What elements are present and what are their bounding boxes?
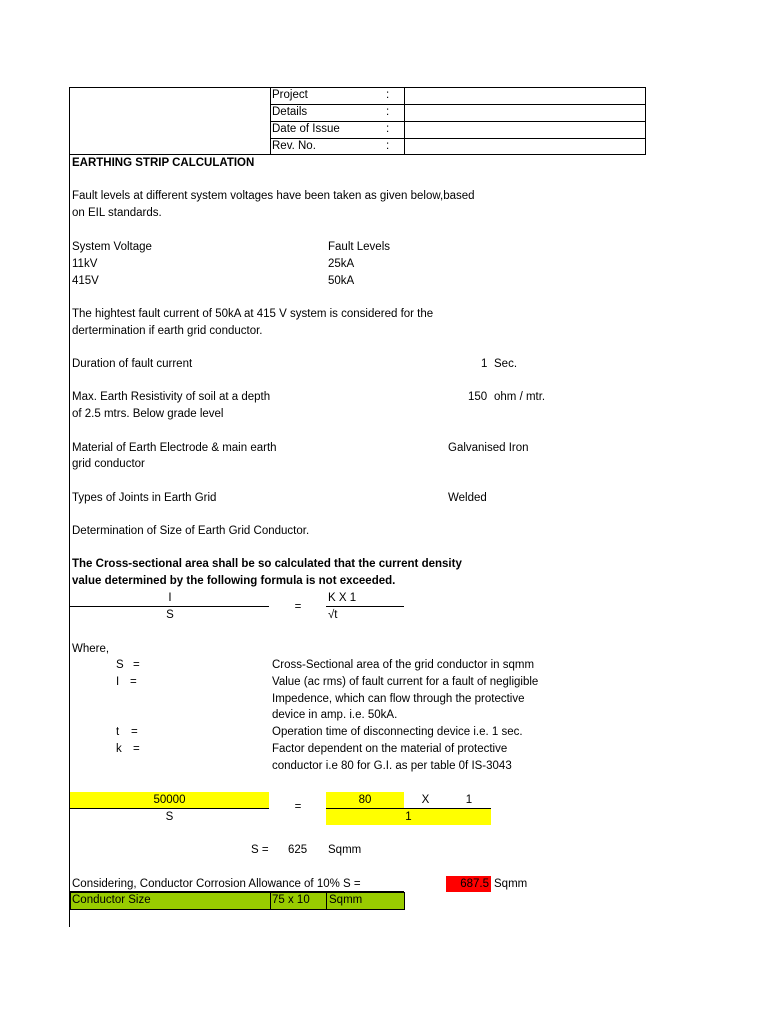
criteria-line-1: The Cross-sectional area shall be so calculated that the current density — [72, 558, 462, 570]
calc-fraction-bar-left — [70, 808, 269, 809]
joints-label: Types of Joints in Earth Grid — [72, 492, 217, 504]
formula-denominator-right: √t — [328, 609, 338, 621]
header-date-colon: : — [386, 123, 390, 135]
where-t-symbol: t — [116, 726, 120, 738]
header-project-value[interactable] — [408, 88, 642, 102]
where-i-desc-3: device in amp. i.e. 50kA. — [272, 709, 398, 721]
resistivity-value: 150 — [468, 391, 488, 403]
joints-value: Welded — [448, 492, 487, 504]
result-label: S = — [251, 844, 269, 856]
resistivity-line-2: of 2.5 mtrs. Below grade level — [72, 408, 224, 420]
material-value: Galvanised Iron — [448, 442, 529, 454]
highest-fault-line-2: dertermination if earth grid conductor. — [72, 325, 263, 337]
fault-table-level-1: 25kA — [328, 258, 355, 270]
calc-equals: = — [294, 801, 302, 813]
where-i-desc-2: Impedence, which can flow through the protective — [272, 693, 525, 705]
where-i-desc-1: Value (ac rms) of fault current for a fault of negligible — [272, 676, 539, 688]
conductor-size-unit: Sqmm — [329, 894, 363, 906]
where-k-equals: = — [133, 743, 140, 755]
fault-table-level-2: 50kA — [328, 275, 355, 287]
result-unit: Sqmm — [328, 844, 362, 856]
header-rev-value[interactable] — [408, 139, 642, 153]
where-k-symbol: k — [116, 743, 122, 755]
calc-one: 1 — [465, 794, 473, 806]
where-t-equals: = — [131, 726, 138, 738]
where-t-desc: Operation time of disconnecting device i.e. 1 sec. — [272, 726, 523, 738]
formula-fraction-bar-left — [70, 606, 269, 607]
calc-s-label: S — [165, 811, 174, 823]
fault-table-voltage-1: 11kV — [72, 258, 98, 270]
result-value: 625 — [288, 844, 308, 856]
calc-sqrt-t-value: 1 — [405, 811, 412, 823]
highest-fault-line-1: The hightest fault current of 50kA at 415 V system is considered for the — [72, 308, 434, 320]
formula-numerator-right: K X 1 — [328, 592, 357, 604]
fault-table-voltage-header: System Voltage — [72, 241, 152, 253]
header-date-label: Date of Issue — [272, 123, 340, 135]
conductor-size-value: 75 x 10 — [272, 894, 310, 906]
header-details-colon: : — [386, 106, 390, 118]
calc-multiply: X — [421, 794, 430, 806]
calc-current-value: 50000 — [153, 794, 186, 806]
header-rev-label: Rev. No. — [272, 140, 316, 152]
formula-denominator-left: S — [166, 609, 174, 621]
header-date-value[interactable] — [408, 122, 642, 136]
where-s-desc: Cross-Sectional area of the grid conductor in sqmm — [272, 659, 535, 671]
where-i-symbol: I — [116, 676, 120, 688]
corrosion-unit: Sqmm — [494, 878, 528, 890]
criteria-line-2: value determined by the following formula is not exceeded. — [72, 575, 396, 587]
where-k-desc-1: Factor dependent on the material of protective — [272, 743, 508, 755]
resistivity-unit: ohm / mtr. — [494, 391, 546, 403]
resistivity-line-1: Max. Earth Resistivity of soil at a depth — [72, 391, 271, 403]
where-label: Where, — [72, 643, 110, 655]
header-rev-colon: : — [386, 140, 390, 152]
calc-k-value: 80 — [358, 794, 372, 806]
formula-numerator-left: I — [168, 592, 172, 604]
header-project-colon: : — [386, 89, 390, 101]
where-k-desc-2: conductor i.e 80 for G.I. as per table 0f IS-3043 — [272, 760, 512, 772]
conductor-size-label: Conductor Size — [72, 894, 151, 906]
material-line-1: Material of Earth Electrode & main earth — [72, 442, 277, 454]
formula-fraction-bar-right — [326, 606, 404, 607]
corrosion-value: 687.5 — [460, 878, 489, 890]
duration-label: Duration of fault current — [72, 358, 193, 370]
intro-line-1: Fault levels at different system voltages have been taken as given below,based — [72, 190, 475, 202]
duration-value: 1 — [481, 358, 488, 370]
fault-table-voltage-2: 415V — [72, 275, 99, 287]
duration-unit: Sec. — [494, 358, 518, 370]
header-details-label: Details — [272, 106, 308, 118]
formula-equals: = — [294, 601, 302, 613]
where-s-equals: = — [133, 659, 140, 671]
where-i-equals: = — [130, 676, 137, 688]
corrosion-label: Considering, Conductor Corrosion Allowance of 10% S = — [72, 878, 361, 890]
header-details-value[interactable] — [408, 105, 642, 119]
fault-table-level-header: Fault Levels — [328, 241, 391, 253]
page-title: EARTHING STRIP CALCULATION — [72, 157, 255, 169]
where-s-symbol: S — [116, 659, 124, 671]
intro-line-2: on EIL standards. — [72, 207, 162, 219]
material-line-2: grid conductor — [72, 458, 145, 470]
determination-text: Determination of Size of Earth Grid Conductor. — [72, 525, 310, 537]
header-project-label: Project — [272, 89, 308, 101]
